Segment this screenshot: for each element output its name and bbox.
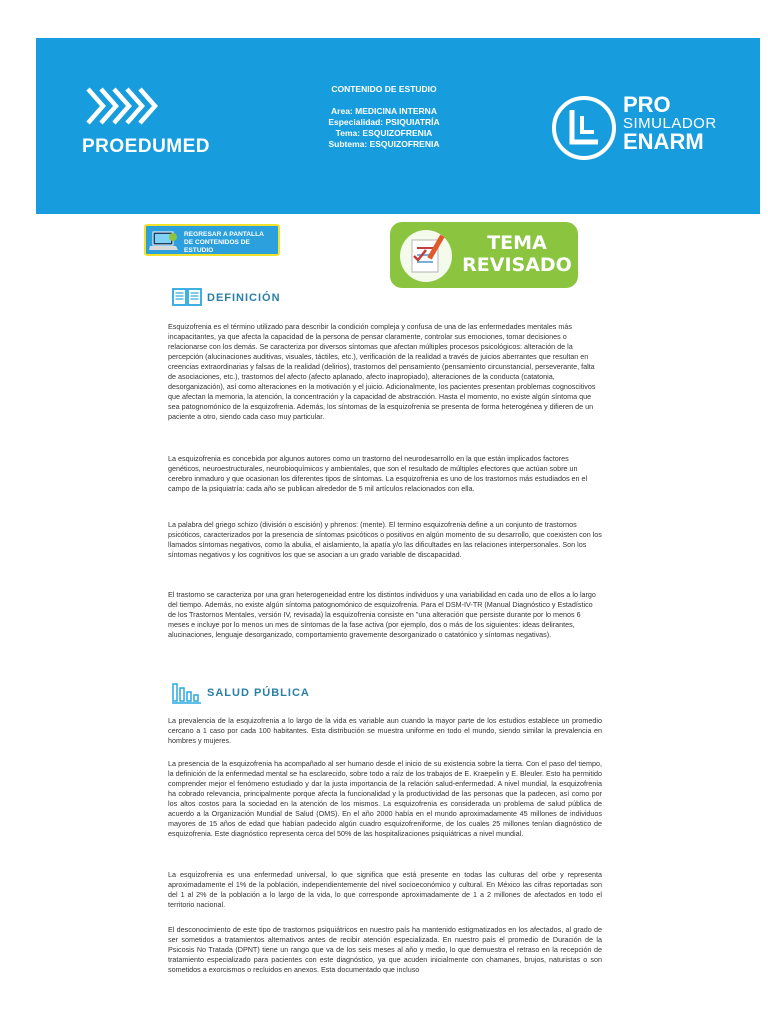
paragraph: La palabra del griego schizo (división o escisión) y phrenos: (mente). El termino esquizofrenia define a un conjunto de trastornos psicóticos, caracterizados por la presencia de síntomas psicóticos o positivos en algún momento de su desarrollo, que coexisten con los llamados síntomas negativos, como la abulia, el aislamiento, la apatía y/o las dificultades en las relaciones interpersonales. Son los síntomas negativos y los cognitivos los que se asocian a un grado variable de discapacidad. (168, 520, 602, 559)
content-title: CONTENIDO DE ESTUDIO (331, 84, 437, 94)
back-label-line1: REGRESAR A PANTALLA (184, 231, 264, 238)
book-icon (172, 287, 202, 307)
paragraph: Esquizofrenia es el término utilizado para describir la condición compleja y confusa de una de las enfermedades mentales más incapacitantes, ya que afecta la capacidad de la persona de pensar claramente, controlar sus emociones, tomar decisiones o relacionarse con los demás. Se caracteriza por diversos síntomas que afectan múltiples procesos psicológicos: alteración de la percepción (alucinaciones auditivas, visuales, táctiles, etc.), verificación de la realidad a través de juicios aberrantes que resultan en creencias extraordinarias y falsas de la realidad (delirios), trastornos del pensamiento (pensamiento circunstancial, perseverante, falta de asociaciones, etc.), trastornos del afecto (afecto aplanado, afecto inapropiado), alteraciones de la conducta (catatonia, desorganización), así como alteraciones en la motivación y el juicio. Adicionalmente, los pacientes presentan problemas cognoscitivos que afectan la memoria, la atención, la concentración y la capacidad de abstracción. Hasta el momento, no existe algún síntoma que sea patognomónico de la esquizofrenia. Además, los síntomas de la esquizofrenia se presenta de forma heterogénea y difieren de un paciente a otro, siendo cada caso muy particular. (168, 322, 596, 421)
back-to-study-contents-button[interactable] (144, 224, 280, 256)
pro-simulador-enarm-logo (550, 94, 720, 162)
tema-label: Tema: ESQUIZOFRENIA (335, 128, 433, 138)
enarm-label: ENARM (623, 129, 704, 154)
simulador-label: SIMULADOR (623, 115, 717, 132)
section-heading-salud-publica (172, 682, 310, 704)
section-title: DEFINICIÓN (207, 292, 281, 304)
revisado-label-text: REVISADO (462, 254, 572, 276)
paragraph: La esquizofrenia es concebida por algunos autores como un trastorno del neurodesarrollo en la que están implicados factores genéticos, neuroestructurales, neurobioquímicos y ambientales, que son el resultado de múltiples efectores que actúan sobre un cerebro inmaduro y que ocasionan los diferentes tipos de síntomas. La esquizofrenia es uno de los trastornos más estudiados en el campo de la psiquiatría: cada año se publican alrededor de 5 mil artículos relacionados con ella. (168, 454, 588, 493)
paragraph: La presencia de la esquizofrenia ha acompañado al ser humano desde el inicio de su existencia sobre la tierra. Con el paso del tiempo, la definición de la enfermedad mental se ha esclarecido, sobre todo a raíz de los trabajos de E. Kraepelin y E. Bleuler. Esto ha permitido comprender mejor el fenómeno estudiado y dar la justa importancia de la relación salud-enfermedad. A nivel mundial, la esquizofrenia ha cobrado relevancia, principalmente porque afecta la funcionalidad y la productividad de las personas que la padecen, así como por los altos costos para la sociedad en la atención de los mismos. La esquizofrenia es considerada un problema de salud pública de acuerdo a la Organización Mundial de Salud (OMS). En el año 2000 había en el mundo aproximadamente 45 millones de individuos mayores de 15 años de edad que habían padecido algún cuadro esquizofreniforme, de los cuales 25 millones tenían diagnóstico de esquizofrenia. Este diagnóstico representa cerca del 50% de las hospitalizaciones psiquiátricas a nivel mundial. (168, 759, 602, 838)
tema-revisado-label (462, 232, 572, 276)
study-content-info (280, 84, 488, 150)
tema-label-text: TEMA (487, 232, 547, 254)
back-button-label (184, 231, 278, 255)
checklist-icon (398, 226, 454, 284)
section-heading-definicion (172, 287, 281, 309)
tema-revisado-button[interactable] (390, 222, 578, 288)
proedumed-logo (82, 84, 211, 164)
back-label-line2: DE CONTENIDOS DE ESTUDIO (184, 239, 250, 254)
subtema-label: Subtema: ESQUIZOFRENIA (328, 139, 440, 149)
paragraph: La esquizofrenia es una enfermedad universal, lo que significa que está presente en todas las culturas del orbe y representa aproximadamente el 1% de la población, independientemente del nivel socioeconómico y cultural. En México las cifras reportadas son del 1 al 2% de la población a lo largo de la vida, lo que corresponde aproximadamente de 1 a 2 millones de afectados en todo el territorio nacional. (168, 870, 602, 909)
pro-simulador-text (623, 94, 717, 153)
paragraph: El desconocimiento de este tipo de trastornos psiquiátricos en nuestro país ha mantenido estigmatizados en los afectados, al grado de ser sometidos a tratamientos alternativos antes de recibir atención especializada. En nuestro país el promedio de Duración de la Psicosis No Tratada (DPNT) tiene un rango que va de los seis meses al año y medio, lo que demuestra el retraso en la recepción de tratamiento especializado para pacientes con este diagnóstico, ya que acuden inicialmente con chamanes, brujos, naturistas o son sometidos a exorcismos o recluidos en anexos. Esta documentado que incluso (168, 925, 602, 974)
chevrons-icon (86, 86, 162, 126)
section-title: SALUD PÚBLICA (207, 687, 310, 699)
especialidad-label: Especialidad: PSIQUIATRÍA (328, 117, 440, 127)
pro-logo-icon (550, 94, 618, 162)
brand-name: PROEDUMED (82, 136, 211, 157)
paragraph: El trastorno se caracteriza por una gran heterogeneidad entre los distintos individuos y una variabilidad en cada uno de ellos a lo largo del tiempo. Además, no existe algún síntoma patognomónico de esquizofrenia. Para el DSM-IV-TR (Manual Diagnóstico y Estadístico de los Trastornos Mentales, versión IV, revisada) la esquizofrenia consiste en "una alteración que persiste durante por lo menos 6 meses e incluye por lo menos un mes de síntomas de la fase activa (por ejemplo, dos o más de los siguientes: ideas delirantes, alucinaciones, lenguaje desorganizado, comportamiento gravemente desorganizado o catatónico y síntomas negativas). (168, 590, 596, 639)
bar-chart-icon (172, 682, 202, 704)
area-label: Area: MEDICINA INTERNA (331, 106, 437, 116)
pro-label: PRO (623, 92, 671, 117)
paragraph: La prevalencia de la esquizofrenia a lo largo de la vida es variable aun cuando la mayor parte de los estudios establece un promedio cercano a 1 caso por cada 100 habitantes. Esta distribución se muestra uniforme en todo el mundo, siendo similar la prevalencia en hombres y mujeres. (168, 716, 602, 745)
laptop-icon (149, 229, 179, 253)
